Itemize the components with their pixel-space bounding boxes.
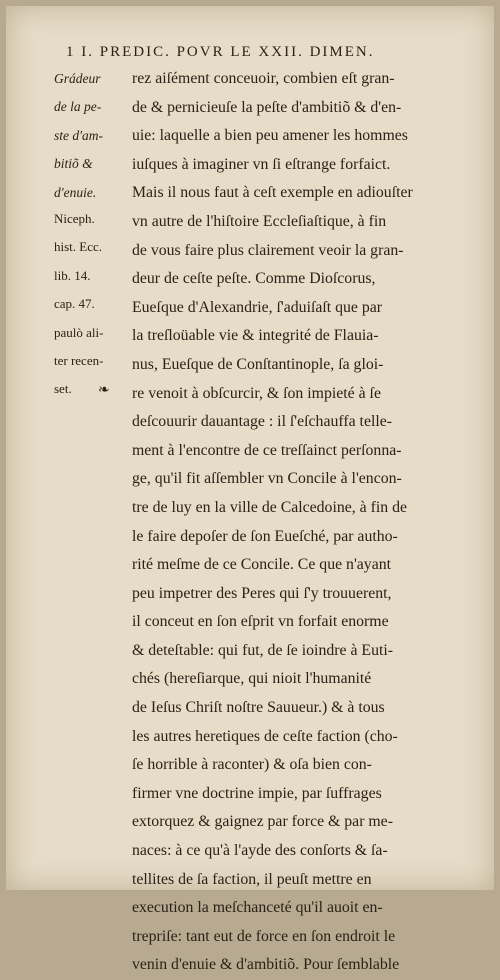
text-line: il conceut en ſon eſprit vn forfait enorme xyxy=(132,613,389,631)
margin-note-reference xyxy=(54,205,134,404)
margin-note-line: ste d'am- xyxy=(54,127,104,143)
text-line: la treſloüable vie & integrité de Flauia- xyxy=(132,327,379,345)
text-line: rité meſme de ce Concile. Ce que n'ayant xyxy=(132,556,392,574)
text-line: peu impetrer des Peres qui ſ'y trouuerent, xyxy=(132,584,392,602)
text-line: ſe horrible à raconter) & oſa bien con- xyxy=(132,756,372,774)
margin-note-line: hist. Ecc. xyxy=(54,239,103,255)
body-text xyxy=(132,65,487,980)
text-line: execution la meſchanceté qu'il auoit en- xyxy=(132,899,383,917)
text-line: de & pernicieuſe la peſte d'ambitiõ & d'en- xyxy=(132,98,402,116)
margin-note-topic xyxy=(54,65,134,207)
margin-note-line: lib. 14. xyxy=(54,267,91,283)
running-header: 1 I. PREDIC. POVR LE XXII. DIMEN. xyxy=(66,44,375,60)
margin-note-line: paulò ali- xyxy=(54,324,104,340)
margin-note-line: ter recen- xyxy=(54,353,104,369)
text-line: Mais il nous faut à ceſt exemple en adiouſter xyxy=(132,184,413,202)
margin-note-line: Niceph. xyxy=(54,211,95,226)
text-line: re venoit à obſcurcir, & ſon impieté à ſe xyxy=(132,384,381,402)
text-line: uie: laquelle a bien peu amener les hommes xyxy=(132,127,408,145)
book-page xyxy=(6,6,494,974)
text-line: & deteſtable: qui fut, de ſe ioindre à Euti- xyxy=(132,641,394,659)
text-line: ment à l'encontre de ce treſſainct perſonna- xyxy=(132,441,402,459)
text-line: deur de ceſte peſte. Comme Dioſcorus, xyxy=(132,270,376,288)
text-line: de Ieſus Chriſt noſtre Sauueur.) & à tous xyxy=(132,699,385,717)
text-line: de vous faire plus clairement veoir la gran- xyxy=(132,241,404,259)
text-line: deſcouurir dauantage : il ſ'eſchauffa telle- xyxy=(132,413,393,431)
text-line: naces: à ce qu'à l'ayde des conſorts & ſa- xyxy=(132,842,388,860)
text-line: trepriſe: tant eut de force en ſon endroit le xyxy=(132,927,396,945)
text-line: rez aiſément conceuoir, combien eſt gran- xyxy=(132,70,395,87)
text-line: le faire depoſer de ſon Eueſché, par autho- xyxy=(132,527,398,545)
margin-note-line: bitiõ & xyxy=(54,156,93,172)
fleuron-icon: ❧ xyxy=(98,382,110,398)
text-line: iuſques à imaginer vn ſi eſtrange forfaict. xyxy=(132,155,391,173)
text-line: firmer vne doctrine impie, par ſuffrages xyxy=(132,784,382,802)
text-line: venin d'enuie & d'ambitiõ. Pour ſemblable xyxy=(132,956,400,974)
text-line: Eueſque d'Alexandrie, ſ'aduiſaſt que par xyxy=(132,298,383,316)
margin-note-line: set. xyxy=(54,381,72,397)
text-line: tellites de ſa faction, il peuſt mettre en xyxy=(132,870,372,888)
text-line: tre de luy en la ville de Calcedoine, à fin de xyxy=(132,498,408,516)
text-line: chés (hereſiarque, qui nioit l'humanité xyxy=(132,670,372,688)
text-line: les autres heretiques de ceſte faction (cho- xyxy=(132,727,398,745)
margin-note-line: d'enuie. xyxy=(54,184,97,200)
text-line: ge, qu'il fit aſſembler vn Concile à l'encon- xyxy=(132,470,402,488)
text-line: extorquez & gaignez par force & par me- xyxy=(132,813,393,831)
text-line: vn autre de l'hiſtoire Eccleſiaſtique, à fin xyxy=(132,212,387,230)
text-line: nus, Eueſque de Conſtantinople, ſa gloi- xyxy=(132,355,384,373)
margin-note-line: Grádeur xyxy=(54,71,101,86)
margin-note-line: de la pe- xyxy=(54,99,102,115)
margin-note-line: cap. 47. xyxy=(54,296,95,312)
